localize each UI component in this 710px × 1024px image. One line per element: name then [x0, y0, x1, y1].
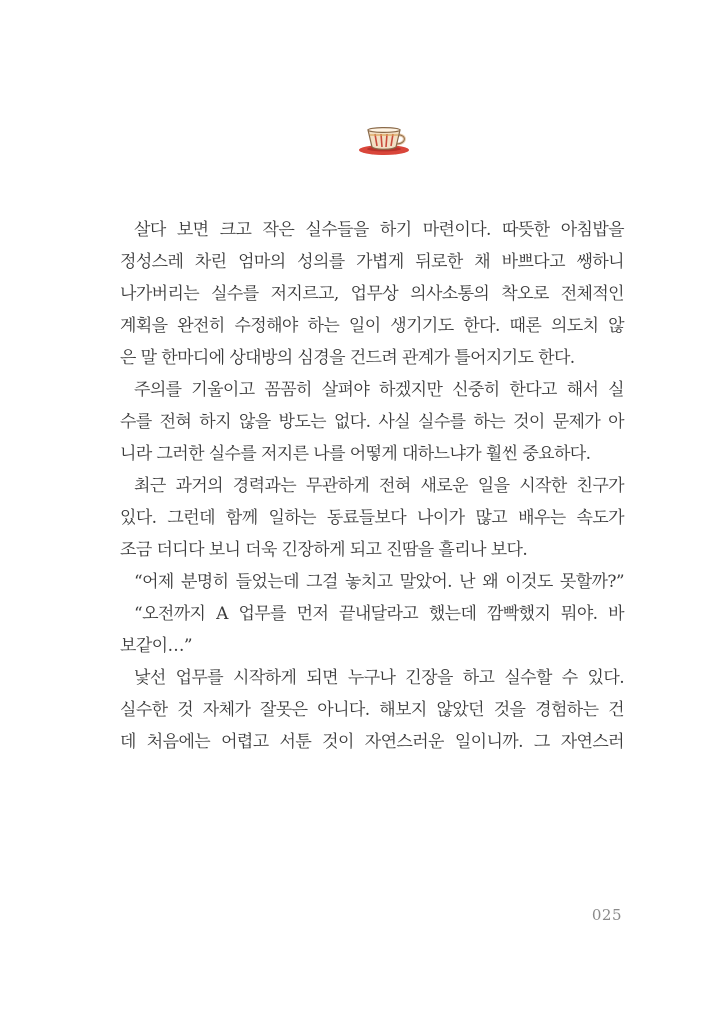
teacup-icon [357, 124, 411, 158]
text-line: “어제 분명히 들었는데 그걸 놓치고 말았어. 난 왜 이것도 못할까?” [134, 572, 624, 592]
text-line: 조금 더디다 보니 더욱 긴장하게 되고 진땀을 흘리나 보다. [120, 540, 528, 560]
page-number: 025 [591, 906, 622, 924]
text-line: 보같이…” [120, 636, 192, 656]
text-line: 은 말 한마디에 상대방의 심경을 건드려 관계가 틀어지기도 한다. [120, 348, 575, 368]
text-line: 나가버리는 실수를 저지르고, 업무상 의사소통의 착오로 전체적인 [120, 284, 624, 304]
text-line: 데 처음에는 어렵고 서툰 것이 자연스러운 일이니까. 그 자연스러 [120, 732, 624, 752]
text-line: 있다. 그런데 함께 일하는 동료들보다 나이가 많고 배우는 속도가 [120, 508, 624, 528]
text-line: 정성스레 차린 엄마의 성의를 가볍게 뒤로한 채 바쁘다고 쌩하니 [120, 252, 624, 272]
text-line: 실수한 것 자체가 잘못은 아니다. 해보지 않았던 것을 경험하는 건 [120, 700, 624, 720]
text-line: 주의를 기울이고 꼼꼼히 살펴야 하겠지만 신중히 한다고 해서 실 [134, 380, 624, 400]
text-line: 수를 전혀 하지 않을 방도는 없다. 사실 실수를 하는 것이 문제가 아 [120, 412, 624, 432]
text-line: 최근 과거의 경력과는 무관하게 전혀 새로운 일을 시작한 친구가 [134, 476, 624, 496]
text-line: 낯선 업무를 시작하게 되면 누구나 긴장을 하고 실수할 수 있다. [134, 668, 624, 688]
body-text [120, 214, 624, 758]
text-line: “오전까지 A 업무를 먼저 끝내달라고 했는데 깜빡했지 뭐야. 바 [134, 604, 624, 624]
text-line: 계획을 완전히 수정해야 하는 일이 생기기도 한다. 때론 의도치 않 [120, 316, 624, 336]
text-line: 살다 보면 크고 작은 실수들을 하기 마련이다. 따뜻한 아침밥을 [134, 220, 624, 240]
text-line: 니라 그러한 실수를 저지른 나를 어떻게 대하느냐가 훨씬 중요하다. [120, 444, 591, 464]
